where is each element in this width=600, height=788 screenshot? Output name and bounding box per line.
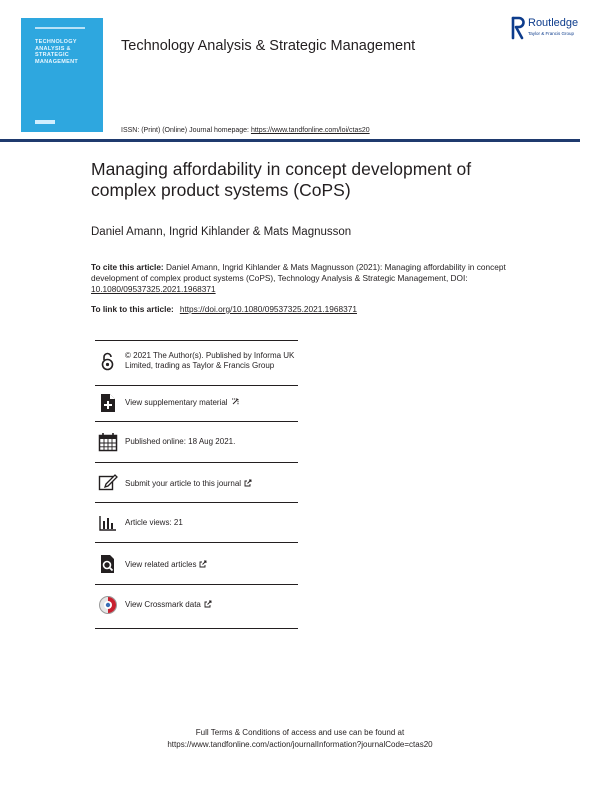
supplementary-label: View supplementary material: [125, 398, 228, 407]
supplementary-row[interactable]: [98, 393, 298, 413]
external-link-icon: [244, 479, 252, 487]
panel-divider: [95, 385, 298, 386]
header-divider: [0, 139, 580, 142]
related-articles-link[interactable]: [125, 560, 207, 570]
published-date: Published online: 18 Aug 2021.: [125, 437, 236, 446]
external-link-icon: [231, 398, 239, 406]
article-link-block: [91, 304, 357, 314]
issn-line: [121, 127, 370, 134]
related-row[interactable]: [98, 554, 298, 574]
publisher-subtitle: Taylor & Francis Group: [528, 31, 575, 36]
open-access-icon: [98, 351, 118, 371]
panel-divider: [95, 542, 298, 543]
license-row: [98, 351, 298, 371]
submit-label: Submit your article to this journal: [125, 479, 242, 488]
article-views: Article views: 21: [125, 518, 183, 527]
supplementary-link[interactable]: [125, 398, 239, 408]
panel-divider: [95, 628, 298, 629]
submit-icon: [98, 472, 118, 492]
bar-chart-icon: [98, 513, 118, 533]
link-label: To link to this article:: [91, 304, 174, 314]
doi-link[interactable]: 10.1080/09537325.2021.1968371: [91, 284, 216, 294]
panel-divider: [95, 584, 298, 585]
views-row: [98, 513, 298, 533]
submit-article-link[interactable]: [125, 479, 252, 489]
cover-publisher-mark: [35, 120, 55, 124]
journal-title[interactable]: Technology Analysis & Strategic Management: [121, 38, 416, 54]
supplementary-icon: [98, 393, 118, 413]
publisher-name: Routledge: [528, 17, 579, 29]
issn-label: ISSN: (Print) (Online) Journal homepage:: [121, 127, 251, 134]
panel-divider: [95, 462, 298, 463]
footer: [0, 727, 600, 751]
citation-block: [91, 262, 511, 295]
calendar-icon: [98, 432, 118, 452]
authors: Daniel Amann, Ingrid Kihlander & Mats Magnusson: [91, 226, 352, 238]
related-articles-icon: [98, 554, 118, 574]
journal-cover-image[interactable]: [21, 18, 103, 132]
footer-terms-text: Full Terms & Conditions of access and use can be found at: [195, 728, 405, 737]
article-title: Managing affordability in concept development of complex product systems (CoPS): [91, 159, 472, 200]
published-row: [98, 432, 298, 452]
panel-divider: [95, 421, 298, 422]
crossmark-label: View Crossmark data: [125, 600, 201, 609]
related-label: View related articles: [125, 560, 197, 569]
crossmark-link[interactable]: [125, 600, 212, 610]
crossmark-icon: [98, 595, 118, 615]
cite-text: Daniel Amann, Ingrid Kihlander & Mats Magnusson (2021): Managing affordability in concept development of complex product systems (CoPS), Technology Analysis & Strategic Management, DOI:: [91, 262, 506, 283]
external-link-icon: [199, 560, 207, 568]
cite-label: To cite this article:: [91, 262, 164, 272]
crossmark-row[interactable]: [98, 595, 298, 615]
journal-homepage-link[interactable]: https://www.tandfonline.com/loi/ctas20: [250, 127, 370, 134]
panel-divider: [95, 502, 298, 503]
license-text: © 2021 The Author(s). Published by Informa UK Limited, trading as Taylor & Francis Group: [125, 351, 295, 370]
cover-stripe: [35, 27, 85, 29]
submit-row[interactable]: [98, 472, 298, 492]
external-link-icon: [204, 600, 212, 608]
cover-title: TECHNOLOGY ANALYSIS & STRATEGIC MANAGEMENT: [35, 39, 79, 65]
footer-terms-link[interactable]: https://www.tandfonline.com/action/journalInformation?journalCode=ctas20: [167, 740, 433, 749]
routledge-logo[interactable]: [511, 16, 591, 42]
routledge-r-icon: [511, 16, 525, 40]
panel-divider: [95, 340, 298, 341]
article-doi-url[interactable]: https://doi.org/10.1080/09537325.2021.1968371: [179, 304, 357, 314]
